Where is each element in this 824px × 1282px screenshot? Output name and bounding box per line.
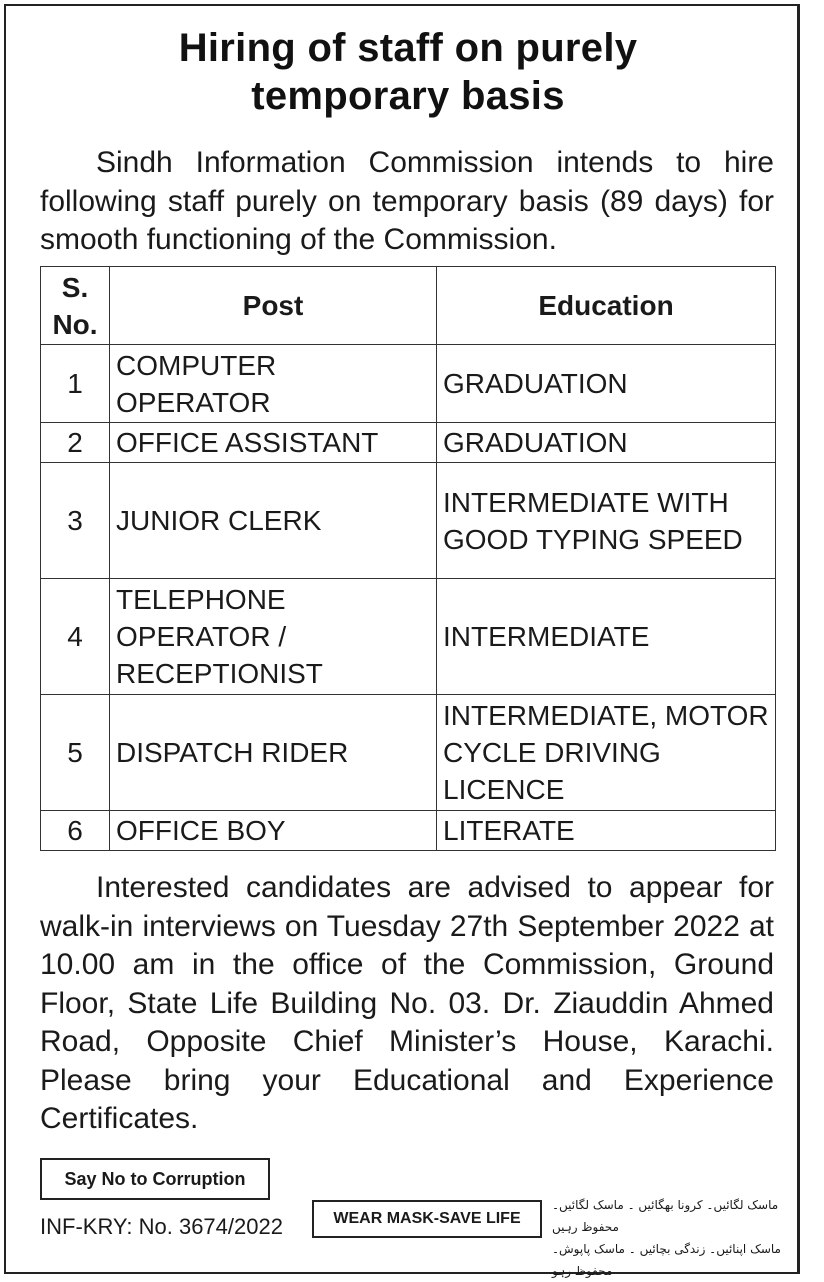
- title-line-2: temporary basis: [251, 74, 565, 118]
- ad-title: [0, 24, 816, 120]
- table-row: [41, 463, 776, 579]
- posts-table: [40, 266, 776, 851]
- row-education: INTERMEDIATE WITH GOOD TYPING SPEED: [437, 463, 776, 579]
- urdu-slogans: [552, 1194, 788, 1282]
- row-education: GRADUATION: [437, 345, 776, 423]
- anti-corruption-box: Say No to Corruption: [40, 1158, 270, 1200]
- instructions-text: Interested candidates are advised to appear for walk-in interviews on Tuesday 27th September 2022 at 10.00 am in the office of the Commission, Ground Floor, State Life Building No. 03. Dr. Ziauddin Ahmed Road, Opposite Chief Minister’s House, Karachi. Please bring your Educational and Experience Certificates.: [40, 871, 774, 1135]
- row-sno: 5: [41, 695, 110, 811]
- row-sno: 6: [41, 811, 110, 851]
- row-sno: 4: [41, 579, 110, 695]
- row-sno: 1: [41, 345, 110, 423]
- row-post: TELEPHONE OPERATOR / RECEPTIONIST: [110, 579, 437, 695]
- table-header-row: [41, 267, 776, 345]
- row-sno: 2: [41, 423, 110, 463]
- header-education: Education: [437, 267, 776, 345]
- row-education: GRADUATION: [437, 423, 776, 463]
- row-education: INTERMEDIATE, MOTOR CYCLE DRIVING LICENCE: [437, 695, 776, 811]
- row-post: DISPATCH RIDER: [110, 695, 437, 811]
- row-post: OFFICE ASSISTANT: [110, 423, 437, 463]
- table-row: [41, 345, 776, 423]
- header-sno: S. No.: [41, 267, 110, 345]
- table-row: [41, 423, 776, 463]
- row-post: OFFICE BOY: [110, 811, 437, 851]
- title-line-1: Hiring of staff on purely: [178, 26, 638, 70]
- reference-number: INF-KRY: No. 3674/2022: [40, 1214, 283, 1239]
- urdu-slogan-line-1: ماسک لگائیں۔ کرونا بھگائیں ۔ ماسک لگائیں۔ محفوظ رہیں: [552, 1198, 779, 1234]
- instructions-paragraph: [40, 869, 774, 1139]
- row-post: JUNIOR CLERK: [110, 463, 437, 579]
- row-post: COMPUTER OPERATOR: [110, 345, 437, 423]
- header-post: Post: [110, 267, 437, 345]
- mask-slogan-box: WEAR MASK-SAVE LIFE: [312, 1200, 542, 1238]
- intro-text: Sindh Information Commission intends to hire following staff purely on temporary basis (89 days) for smooth functioning of the Commission.: [40, 146, 774, 256]
- row-education: LITERATE: [437, 811, 776, 851]
- row-education: INTERMEDIATE: [437, 579, 776, 695]
- table-row: [41, 579, 776, 695]
- table-row: [41, 695, 776, 811]
- urdu-slogan-line-2: ماسک اپنائیں۔ زندگی بچائیں ۔ ماسک پاپوش۔ محفوظ رہو: [552, 1242, 781, 1278]
- row-sno: 3: [41, 463, 110, 579]
- table-row: [41, 811, 776, 851]
- intro-paragraph: [40, 144, 774, 260]
